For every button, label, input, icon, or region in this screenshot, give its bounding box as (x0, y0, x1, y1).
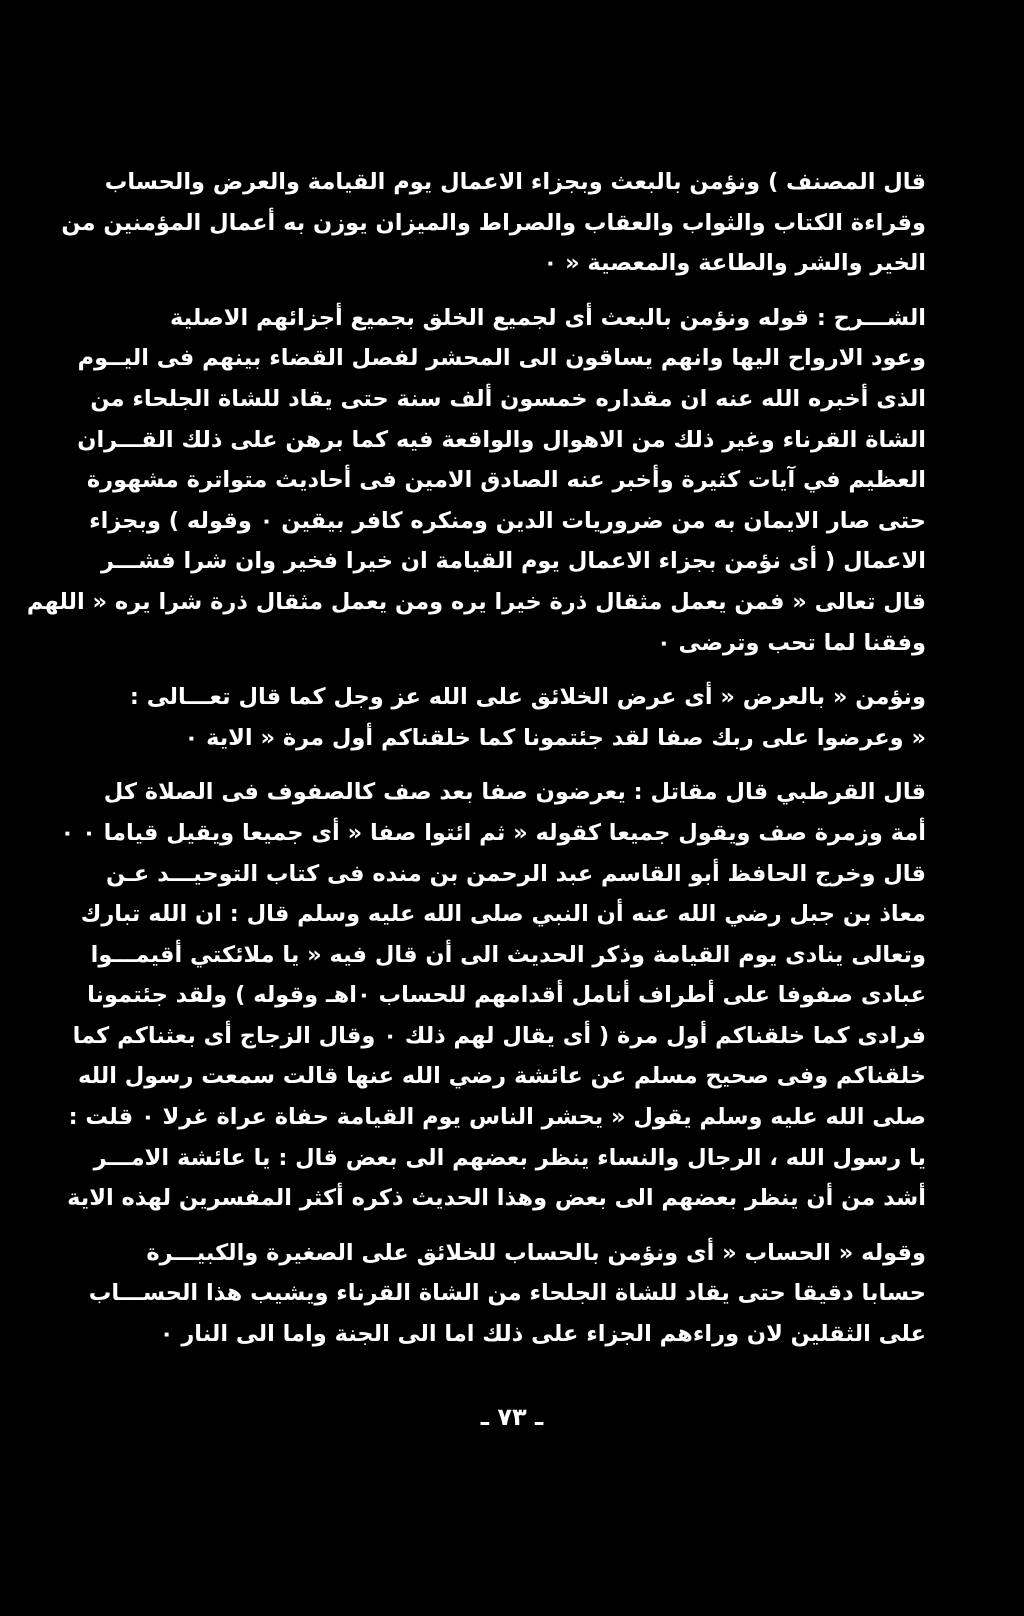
text-line: الذى أخبره الله عنه ان مقداره خمسون ألف سنة حتى يقاد للشاة الجلحاء من (90, 385, 926, 412)
text-line: قال وخرج الحافظ أبو القاسم عبد الرحمن بن منده فى كتاب التوحيـــد عـن (105, 860, 926, 887)
text-line: قال تعالى « فمن يعمل مثقال ذرة خيرا يره ومن يعمل مثقال ذرة شرا يره « اللهم (26, 588, 926, 615)
paragraph-gap (108, 758, 926, 772)
paragraph-matn (61, 162, 926, 284)
text-line: صلى الله عليه وسلم يقول « يحشر الناس يوم القيامة حفاة عراة غرلا ٠ قلت : (68, 1104, 926, 1131)
paragraph-ard (108, 677, 926, 758)
text-line: الشـــرح : قوله ونؤمن بالبعث أى لجميع الخلق بجميع أجزائهم الاصلية (170, 304, 926, 331)
paragraph-hisab (88, 1233, 926, 1355)
paragraph-gap (108, 1219, 926, 1233)
text-line: الاعمال ( أى نؤمن بجزاء الاعمال يوم القيامة ان خيرا فخير وان شرا فشـــر (100, 548, 926, 575)
paragraph-qurtubi (60, 772, 926, 1219)
text-line: قال القرطبي قال مقاتل : يعرضون صفا بعد صف كالصفوف فى الصلاة كل (103, 779, 926, 806)
paragraph-gap (108, 284, 926, 298)
text-line: فرادى كما خلقناكم أول مرة ( أى يقال لهم ذلك ٠ وقال الزجاج أى بعثناكم كما (72, 1022, 926, 1049)
text-line: عبادى صفوفا على أطراف أنامل أقدامهم للحساب ٠اهـ وقوله ) ولقد جئتمونا (87, 982, 926, 1009)
text-line: وتعالى ينادى يوم القيامة وذكر الحديث الى أن قال فيه « يا ملائكتي أقيمـــوا (90, 941, 926, 968)
text-line: ونؤمن « بالعرض « أى عرض الخلائق على الله عز وجل كما قال تعـــالى : (129, 684, 926, 711)
paragraph-sharh (26, 298, 926, 663)
text-line: الخير والشر والطاعة والمعصية « ٠ (543, 250, 926, 277)
text-line: وعود الارواح اليها وانهم يساقون الى المحشر لفصل القضاء بينهم فى اليــوم (77, 345, 926, 372)
text-line: حسابا دقيقا حتى يقاد للشاة الجلحاء من الشاة القرناء ويشيب هذا الحســـاب (88, 1280, 926, 1307)
text-line: أشد من أن ينظر بعضهم الى بعض وهذا الحديث ذكره أكثر المفسرين لهذه الاية (67, 1185, 926, 1212)
paragraph-gap (108, 663, 926, 677)
text-line: حتى صار الايمان به من ضروريات الدين ومنكره كافر بيقين ٠ وقوله ) وبجزاء (89, 507, 926, 534)
page-number: ـ ٧٣ ـ (480, 1403, 544, 1431)
text-line: معاذ بن جبل رضي الله عنه أن النبي صلى الله عليه وسلم قال : ان الله تبارك (80, 901, 926, 928)
text-line: خلقناكم وفى صحيح مسلم عن عائشة رضي الله عنها قالت سمعت رسول الله (77, 1063, 926, 1090)
text-line: على الثقلين لان وراءهم الجزاء على ذلك اما الى الجنة واما الى النار ٠ (159, 1321, 926, 1348)
text-line: وفقنا لما تحب وترضى ٠ (656, 629, 926, 656)
text-line: العظيم في آيات كثيرة وأخبر عنه الصادق الامين فى أحاديث متواترة مشهورة (86, 467, 926, 494)
document-page (26, 162, 926, 1355)
text-line: وقوله « الحساب « أى ونؤمن بالحساب للخلائق على الصغيرة والكبيـــرة (146, 1239, 926, 1266)
text-line: وقراءة الكتاب والثواب والعقاب والصراط والميزان يوزن به أعمال المؤمنين من (61, 209, 926, 236)
text-line: « وعرضوا على ربك صفا لقد جئتمونا كما خلقناكم أول مرة « الاية ٠ (184, 724, 926, 751)
text-line: الشاة القرناء وغير ذلك من الاهوال والواقعة فيه كما برهن على ذلك القـــران (77, 426, 926, 453)
text-line: قال المصنف ) ونؤمن بالبعث وبجزاء الاعمال يوم القيامة والعرض والحساب (104, 169, 926, 195)
text-line: أمة وزمرة صف ويقول جميعا كقوله « ثم ائتوا صفا « أى جميعا ويقيل قياما ٠ ٠ (60, 819, 926, 846)
text-line: يا رسول الله ، الرجال والنساء ينظر بعضهم الى بعض قال : يا عائشة الامـــر (93, 1144, 926, 1171)
